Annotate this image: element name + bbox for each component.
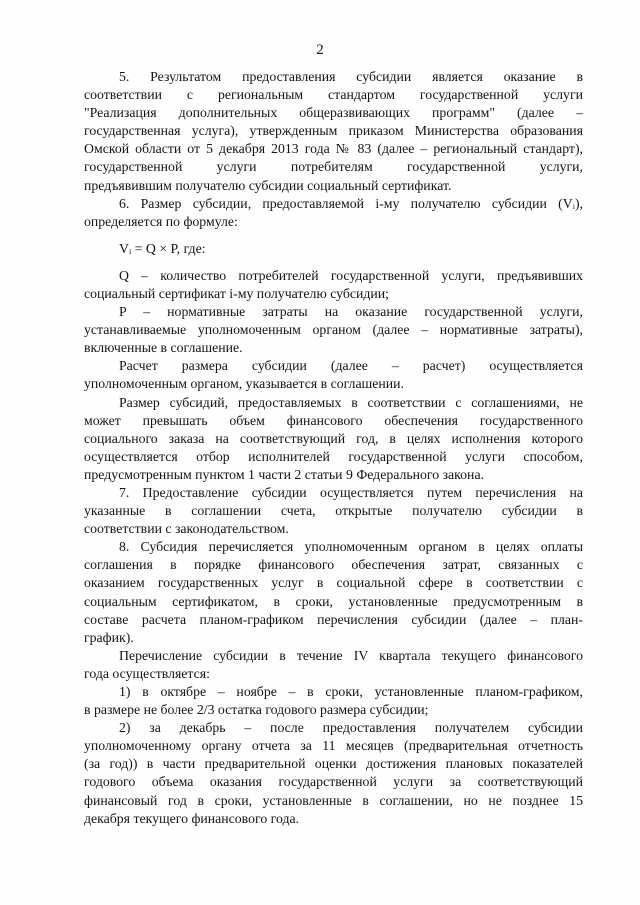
paragraph-7-line: указанные в соглашении счета, открытые получателю субсидии в bbox=[84, 503, 583, 519]
item-2-line: декабря текущего финансового года. bbox=[84, 810, 300, 826]
calculation-line: уполномоченным органом, указывается в соглашении. bbox=[84, 376, 404, 392]
p-definition-line: P – нормативные затраты на оказание государственной услуги, bbox=[119, 304, 583, 320]
limit-line: Размер субсидий, предоставляемых в соответствии с соглашениями, не bbox=[119, 394, 583, 410]
q-definition-line: Q – количество потребителей государственной услуги, предъявивших bbox=[119, 267, 583, 283]
paragraph-8-line: соглашения в порядке финансового обеспечения затрат, связанных с bbox=[84, 557, 583, 573]
paragraph-7-line: 7. Предоставление субсидии осуществляется путем перечисления на bbox=[119, 484, 583, 500]
formula: Vᵢ = Q × P, где: bbox=[119, 240, 206, 256]
item-1-line: 1) в октябре – ноябре – в сроки, установленные планом-графиком, bbox=[119, 684, 583, 699]
paragraph-8-line: составе расчета планом-графиком перечисления субсидии (далее – план- bbox=[84, 611, 583, 627]
paragraph-6-line: 6. Размер субсидии, предоставляемой i-му получателю субсидии (Vᵢ), bbox=[119, 195, 583, 211]
paragraph-8-line: оказанием государственных услуг в социальной сфере в соответствии с bbox=[84, 575, 583, 591]
item-2-line: уполномоченному органу отчета за 11 месяцев (предварительная отчетность bbox=[84, 738, 583, 754]
limit-line: социального заказа на соответствующий год, в целях исполнения которого bbox=[84, 430, 583, 446]
limit-line: может превышать объем финансового обеспечения государственного bbox=[84, 412, 583, 428]
paragraph-5-line: государственная услуга), утвержденным приказом Министерства образования bbox=[84, 123, 583, 139]
paragraph-5-line: Омской области от 5 декабря 2013 года № 83 (далее – региональный стандарт), bbox=[84, 141, 583, 157]
limit-line: осуществляется отбор исполнителей государственной услуги способом, bbox=[84, 448, 583, 464]
document-body bbox=[84, 68, 583, 828]
paragraph-7-line: соответствии с законодательством. bbox=[84, 521, 289, 537]
p-definition-line: включенные в соглашение. bbox=[84, 340, 243, 356]
p-definition-line: устанавливаемые уполномоченным органом (далее – нормативные затраты), bbox=[84, 322, 583, 338]
quarter-four-line: Перечисление субсидии в течение IV квартала текущего финансового bbox=[119, 647, 583, 663]
paragraph-5-line: 5. Результатом предоставления субсидии является оказание в bbox=[119, 69, 583, 84]
paragraph-5-line: соответствии с региональным стандартом государственной услуги bbox=[84, 87, 583, 103]
limit-line: предусмотренным пунктом 1 части 2 статьи 9 Федерального закона. bbox=[84, 466, 485, 482]
item-2-line: 2) за декабрь – после предоставления получателем субсидии bbox=[119, 720, 583, 736]
paragraph-6-line: определяется по формуле: bbox=[84, 213, 238, 229]
page-number: 2 bbox=[316, 42, 324, 58]
paragraph-8-line: 8. Субсидия перечисляется уполномоченным органом в целях оплаты bbox=[119, 539, 583, 555]
paragraph-5-line: государственной услуги потребителям государственной услуги, bbox=[84, 159, 583, 175]
item-1-line: в размере не более 2/3 остатка годового размера субсидии; bbox=[84, 702, 429, 718]
q-definition-line: социальный сертификат i-му получателю субсидии; bbox=[84, 285, 389, 301]
paragraph-8-line: социальным сертификатом, в сроки, установленные предусмотренным в bbox=[84, 593, 583, 609]
item-2-line: годового объема оказания государственной услуги за соответствующий bbox=[84, 774, 583, 790]
calculation-line: Расчет размера субсидии (далее – расчет) осуществляется bbox=[119, 358, 583, 374]
paragraph-5-line: предъявившим получателю субсидии социальный сертификат. bbox=[84, 177, 452, 193]
paragraph-8-line: график). bbox=[84, 629, 134, 645]
item-2-line: финансовый год в сроки, установленные в соглашении, но не позднее 15 bbox=[84, 792, 583, 808]
quarter-four-line: года осуществляется: bbox=[84, 665, 210, 681]
item-2-line: (за год)) в части предварительной оценки достижения плановых показателей bbox=[84, 756, 583, 772]
paragraph-5-line: "Реализация дополнительных общеразвивающих программ" (далее – bbox=[84, 105, 583, 121]
